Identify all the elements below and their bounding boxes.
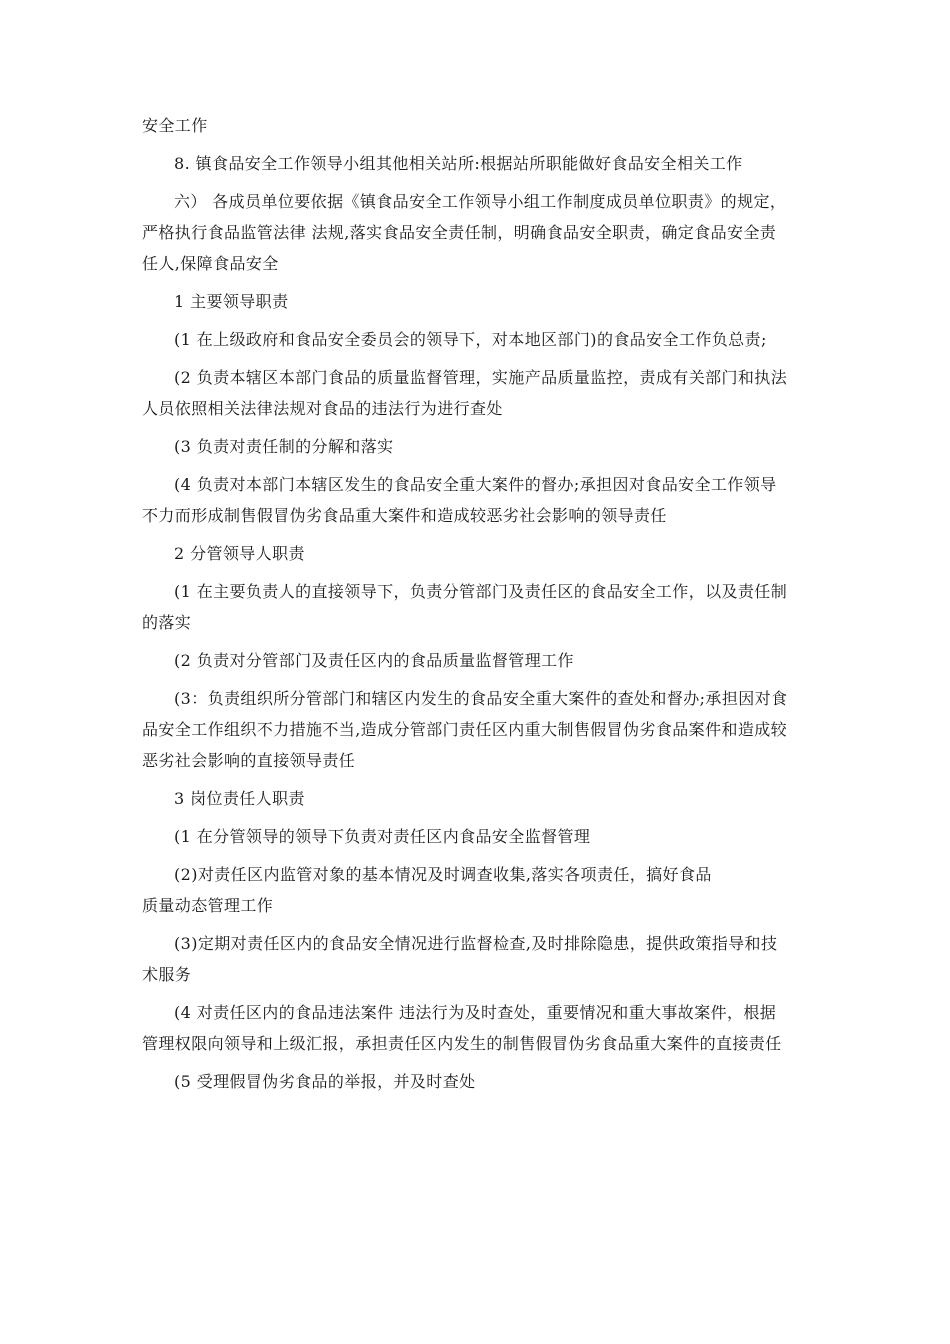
text-line: (1 在分管领导的领导下负责对责任区内食品安全监督管理 — [174, 827, 591, 846]
text-line: 质量动态管理工作 — [142, 896, 274, 915]
text-line: (3 负责对责任制的分解和落实 — [174, 437, 394, 456]
text-line: (1 在主要负责人的直接领导下，负责分管部门及责任区的食品安全工作，以及责任制 — [174, 582, 788, 601]
text-line: (2 负责对分管部门及责任区内的食品质量监督管理工作 — [174, 651, 574, 670]
text-line: 3 岗位责任人职责 — [174, 789, 305, 808]
text-line: 严格执行食品监管法律 法规,落实食品安全责任制，明确食品安全职责，确定食品安全责 — [142, 223, 777, 242]
text-line: (1 在上级政府和食品安全委员会的领导下，对本地区部门)的食品安全工作负总责; — [174, 330, 767, 349]
text-line: 恶劣社会影响的直接领导责任 — [142, 751, 356, 770]
text-line: 安全工作 — [142, 116, 208, 135]
text-line: (4 负责对本部门本辖区发生的食品安全重大案件的督办;承担因对食品安全工作领导 — [174, 475, 777, 494]
text-line: 不力而形成制售假冒伪劣食品重大案件和造成较恶劣社会影响的领导责任 — [142, 506, 667, 525]
text-line: 术服务 — [142, 965, 192, 984]
text-line: 品安全工作组织不力措施不当,造成分管部门责任区内重大制售假冒伪劣食品案件和造成较 — [142, 720, 788, 739]
text-line: 管理权限向领导和上级汇报，承担责任区内发生的制售假冒伪劣食品重大案件的直接责任 — [142, 1034, 782, 1053]
text-line: 任人,保障食品安全 — [142, 254, 279, 273]
text-line: 六） 各成员单位要依据《镇食品安全工作领导小组工作制度成员单位职责》的规定， — [174, 192, 787, 211]
text-line: 人员依照相关法律法规对食品的违法行为进行查处 — [142, 399, 503, 418]
text-line: 1 主要领导职责 — [174, 292, 289, 311]
text-line: 8. 镇食品安全工作领导小组其他相关站所:根据站所职能做好食品安全相关工作 — [174, 154, 743, 173]
document-body — [142, 110, 827, 1097]
text-line: (2)对责任区内监管对象的基本情况及时调查收集,落实各项责任，搞好食品 — [174, 865, 712, 884]
text-line: (3：负责组织所分管部门和辖区内发生的食品安全重大案件的查处和督办;承担因对食 — [174, 689, 788, 708]
text-line: 2 分管领导人职责 — [174, 544, 305, 563]
text-line: (4 对责任区内的食品违法案件 违法行为及时查处，重要情况和重大事故案件，根据 — [174, 1003, 777, 1022]
text-line: 的落实 — [142, 613, 192, 632]
text-line: (2 负责本辖区本部门食品的质量监督管理，实施产品质量监控，责成有关部门和执法 — [174, 368, 788, 387]
text-line: (3)定期对责任区内的食品安全情况进行监督检查,及时排除隐患，提供政策指导和技 — [174, 934, 778, 953]
text-line: (5 受理假冒伪劣食品的举报，并及时查处 — [174, 1072, 476, 1091]
